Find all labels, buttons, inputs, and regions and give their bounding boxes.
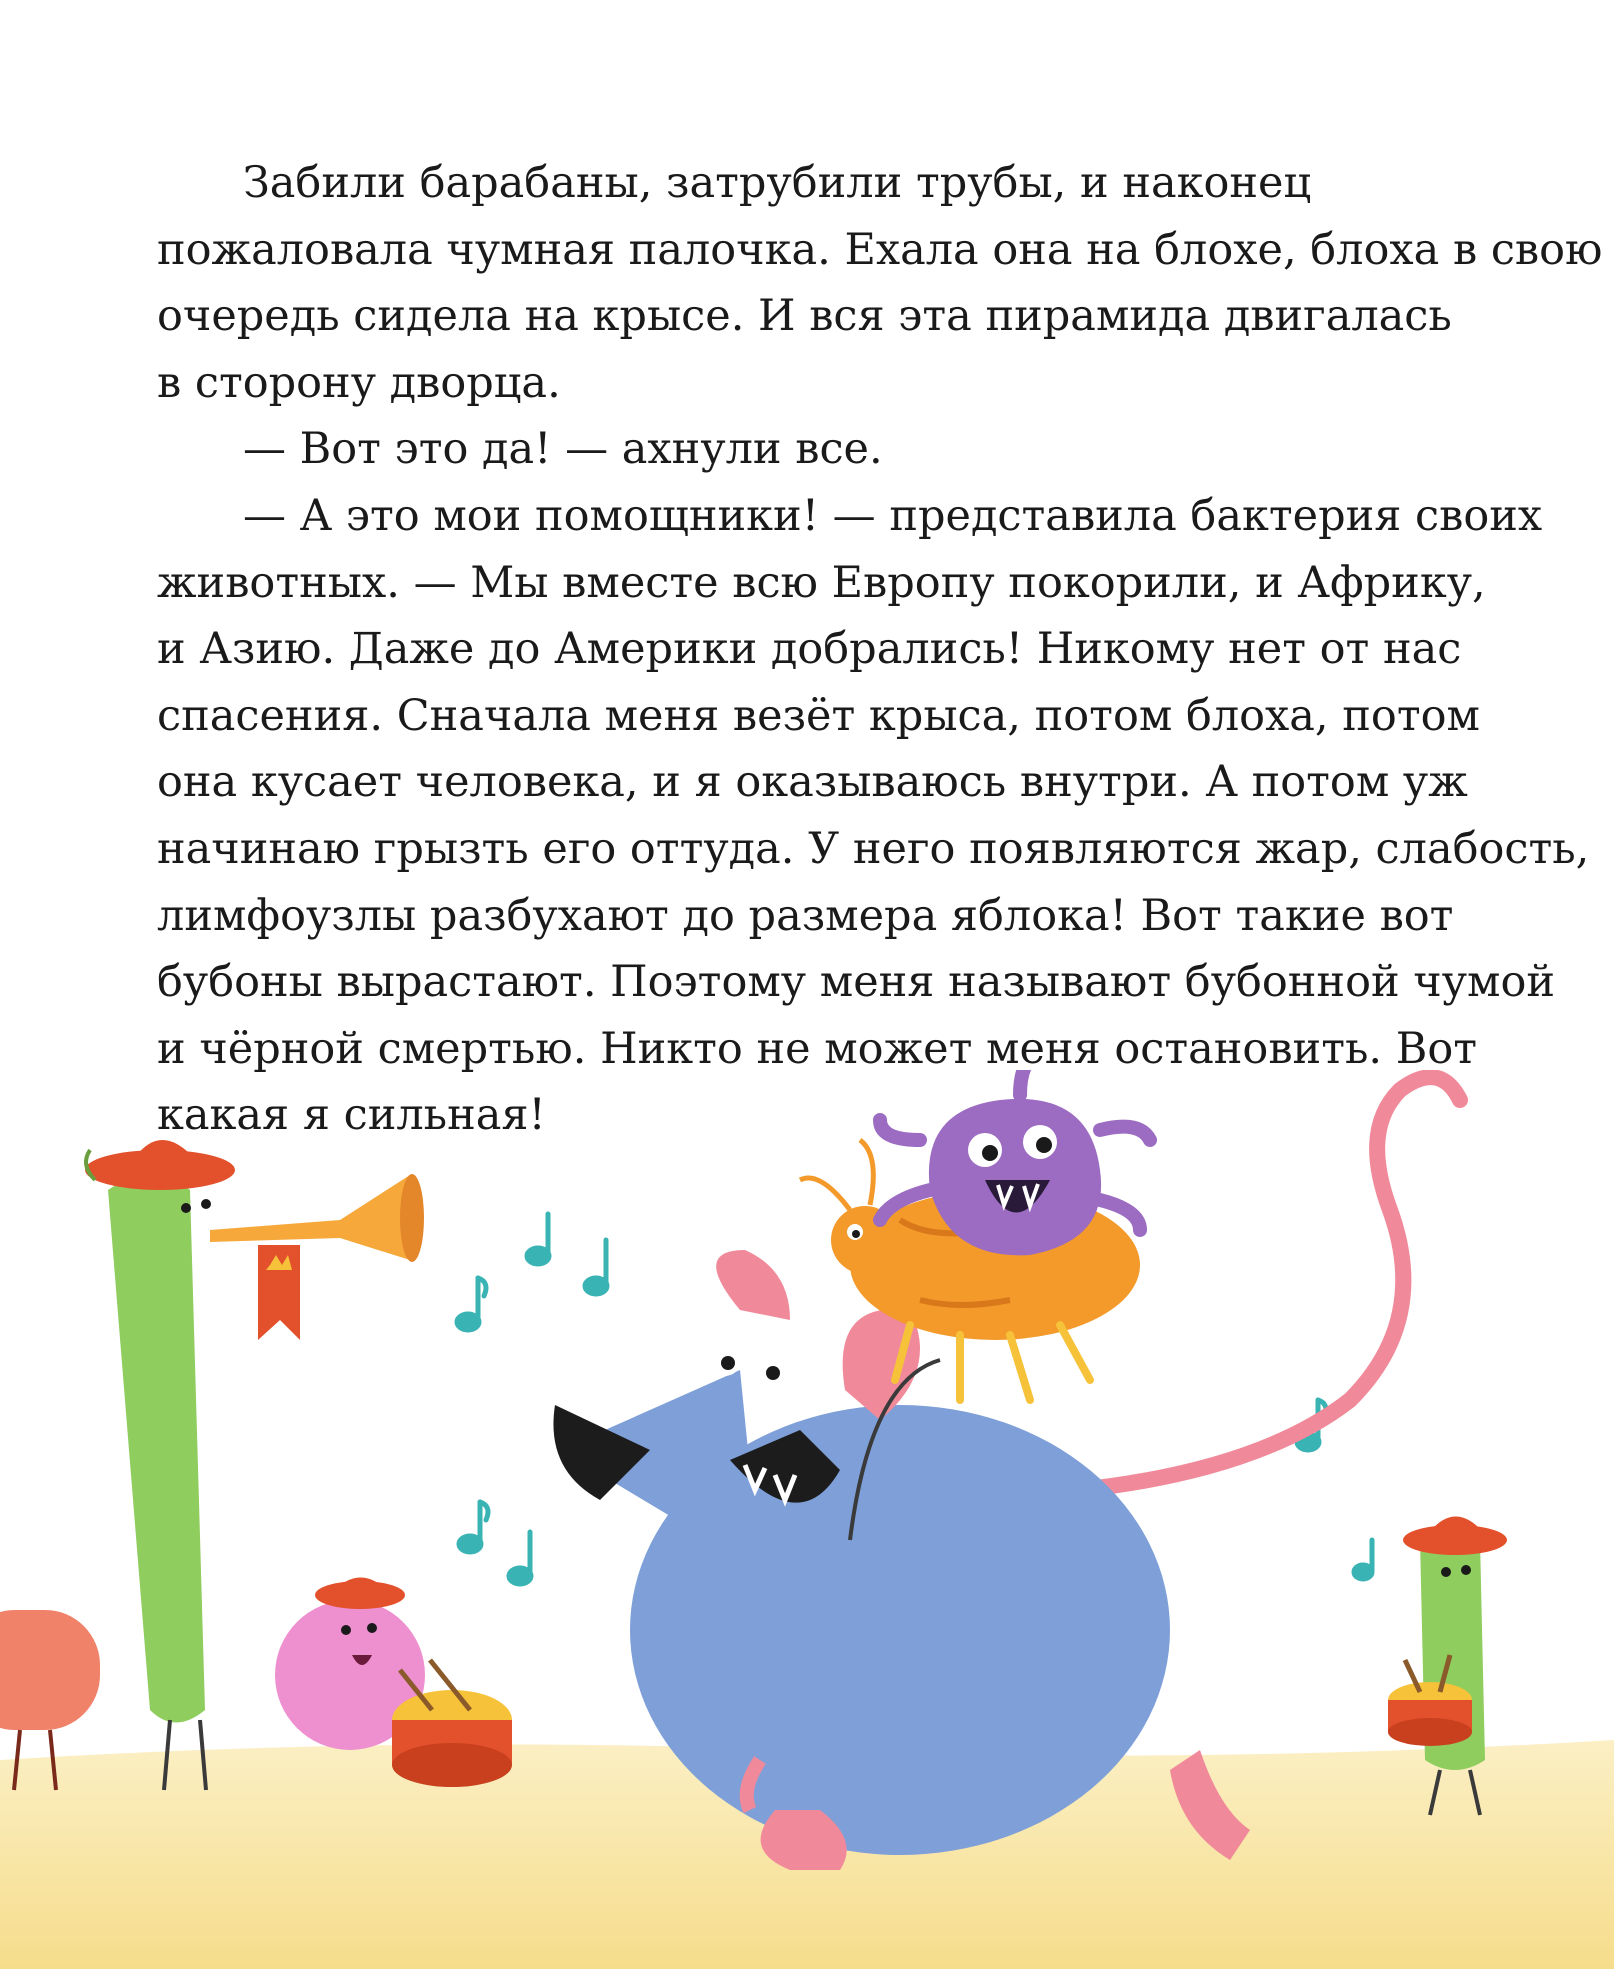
text-line: и чёрной смертью. Никто не может меня остановить. Вот — [157, 1023, 1478, 1074]
text-line: в сторону дворца. — [157, 357, 561, 408]
text-line: она кусает человека, и я оказываюсь внутри. А потом уж — [157, 757, 1468, 808]
text-line: начинаю грызть его оттуда. У него появляются жар, слабость, — [157, 823, 1590, 874]
rat-tail — [1080, 1077, 1460, 1490]
text-line: — А это мои помощники! — представила бактерия своих — [243, 490, 1543, 541]
text-line: Забили барабаны, затрубили трубы, и наконец — [243, 158, 1312, 208]
text-line: какая я сильная! — [157, 1090, 546, 1141]
text-line: — Вот это да! — ахнули все. — [243, 424, 883, 475]
text-line: и Азию. Даже до Америки добрались! Никому нет от нас — [157, 624, 1462, 675]
text-line: бубоны вырастают. Поэтому меня называют бубонной чумой — [157, 957, 1556, 1008]
text-line: спасения. Сначала меня везёт крыса, потом блоха, потом — [157, 690, 1480, 741]
text-line: очередь сидела на крысе. И вся эта пирамида двигалась — [157, 291, 1452, 342]
story-text — [157, 150, 1603, 1149]
text-line: пожаловала чумная палочка. Ехала она на блохе, блоха в свою — [157, 224, 1603, 275]
parade-illustration — [0, 1070, 1614, 1969]
text-line: животных. — Мы вместе всю Европу покорили, и Африку, — [157, 557, 1486, 608]
text-line: лимфоузлы разбухают до размера яблока! Вот такие вот — [157, 890, 1454, 941]
